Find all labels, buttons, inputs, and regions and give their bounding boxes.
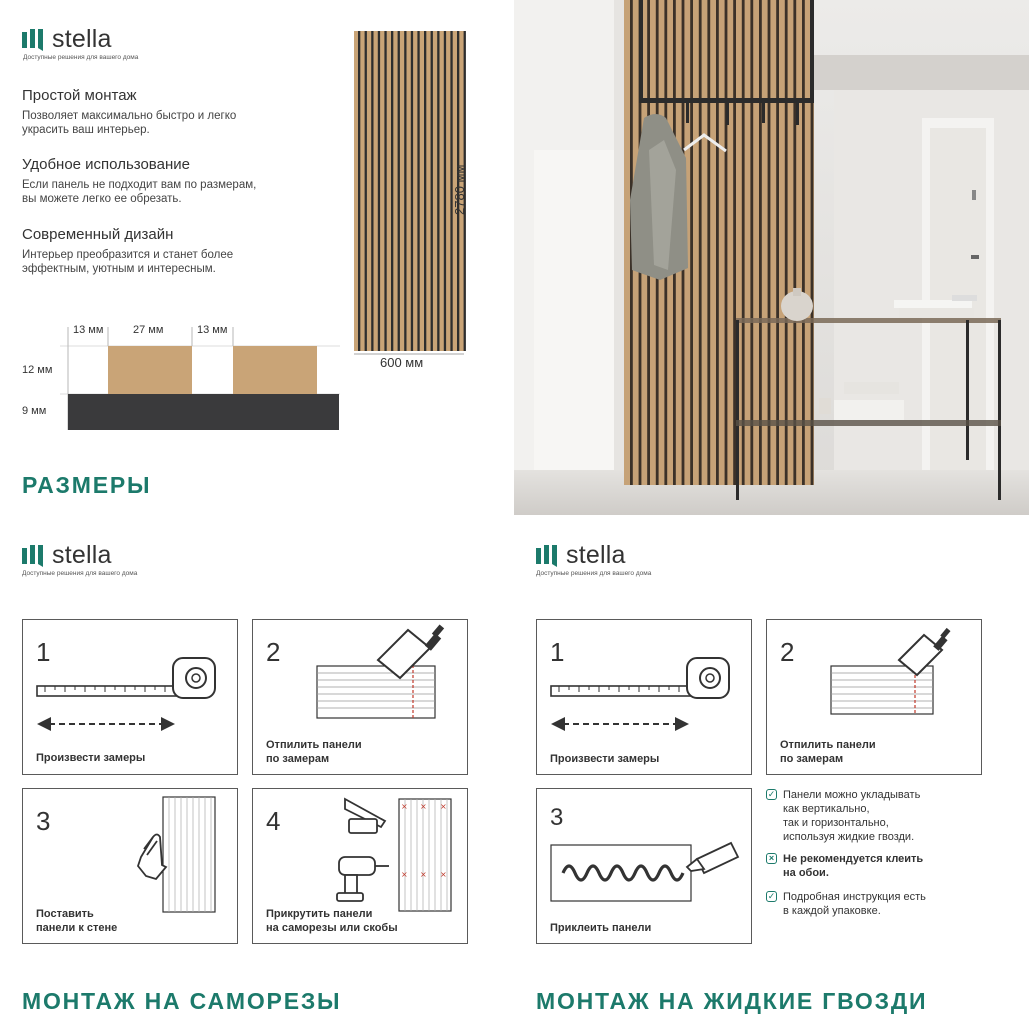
note-item: ✓ Панели можно укладывать как вертикально, так и горизонтально, используя жидкие гвозди. xyxy=(767,789,921,843)
svg-text:×: × xyxy=(440,870,447,879)
stapler-icon xyxy=(345,799,385,833)
cross-icon: × xyxy=(766,853,777,864)
step-caption: Отпилить панели по замерам xyxy=(266,739,362,765)
svg-text:×: × xyxy=(440,802,447,811)
brand-name: stella xyxy=(52,541,112,569)
note-item: × Не рекомендуется клеить на обои. xyxy=(766,852,923,880)
interior-photo xyxy=(514,0,1029,515)
note-item: ✓ Подробная инструкция есть в каждой упаковке. xyxy=(767,891,926,917)
feature-title: Удобное использование xyxy=(22,156,190,173)
check-icon: ✓ xyxy=(767,789,776,799)
brand-logo xyxy=(22,541,112,570)
section-title-screws: МОНТАЖ НА САМОРЕЗЫ xyxy=(22,988,342,1014)
feature-text: Позволяет максимально быстро и легко украсить ваш интерьер. xyxy=(22,110,237,136)
brand-tagline: Доступные решения для вашего дома xyxy=(23,54,139,61)
feature-text: Если панель не подходит вам по размерам, вы можете легко ее обрезать. xyxy=(22,179,257,205)
step-caption: Приклеить панели xyxy=(550,922,652,934)
dim-gap-left: 13 мм xyxy=(73,324,104,336)
stella-logo-icon xyxy=(22,545,46,567)
feature-title: Простой монтаж xyxy=(22,87,137,104)
svg-text:×: × xyxy=(401,802,408,811)
brand-logo xyxy=(536,541,626,570)
brand-name: stella xyxy=(52,25,112,53)
brand-name: stella xyxy=(566,541,626,569)
step-caption: Произвести замеры xyxy=(550,753,660,765)
step-caption: Произвести замеры xyxy=(36,752,146,764)
check-icon: ✓ xyxy=(767,891,776,901)
drill-icon xyxy=(337,857,389,901)
step-number: 3 xyxy=(550,804,564,831)
glue-step-1-card xyxy=(536,619,752,775)
step-number: 1 xyxy=(36,637,51,667)
profile-diagram xyxy=(0,320,350,435)
stella-logo-icon xyxy=(536,545,560,567)
stella-logo-icon xyxy=(22,29,46,51)
svg-text:×: × xyxy=(420,870,427,879)
glue-step-3-card xyxy=(536,788,752,944)
step-number: 4 xyxy=(266,806,281,836)
brand-logo xyxy=(22,25,112,54)
dim-panel-height: 2780 мм xyxy=(452,164,467,215)
section-title-sizes: РАЗМЕРЫ xyxy=(22,472,152,498)
dim-base-height: 9 мм xyxy=(22,405,47,417)
feature-text: Интерьер преобразится и станет более эффектным, уютным и интересным. xyxy=(22,249,234,275)
step-number: 2 xyxy=(780,637,795,667)
dim-slat: 27 мм xyxy=(133,324,164,336)
glue-step-2-card xyxy=(766,619,982,775)
brand-tagline: Доступные решения для вашего дома xyxy=(22,570,138,577)
step-caption: Отпилить панели по замерам xyxy=(780,739,876,765)
dim-gap-right: 13 мм xyxy=(197,324,228,336)
step-number: 3 xyxy=(36,806,51,836)
dim-panel-width: 600 мм xyxy=(380,355,424,370)
dim-slat-height: 12 мм xyxy=(22,364,53,376)
glove-icon xyxy=(138,835,166,880)
svg-text:×: × xyxy=(420,802,427,811)
step-number: 1 xyxy=(550,637,565,667)
screws-step-2-card xyxy=(252,619,468,775)
screws-step-1-card xyxy=(22,619,238,775)
screws-step-4-card xyxy=(252,788,468,944)
step-caption: Поставить панели к стене xyxy=(36,908,118,934)
feature-title: Современный дизайн xyxy=(22,226,174,243)
brand-tagline: Доступные решения для вашего дома xyxy=(536,570,652,577)
screws-step-3-card xyxy=(22,788,238,944)
section-title-glue: МОНТАЖ НА ЖИДКИЕ ГВОЗДИ xyxy=(536,988,928,1014)
step-caption: Прикрутить панели на саморезы или скобы xyxy=(266,908,398,934)
step-number: 2 xyxy=(266,637,281,667)
svg-text:×: × xyxy=(401,870,408,879)
